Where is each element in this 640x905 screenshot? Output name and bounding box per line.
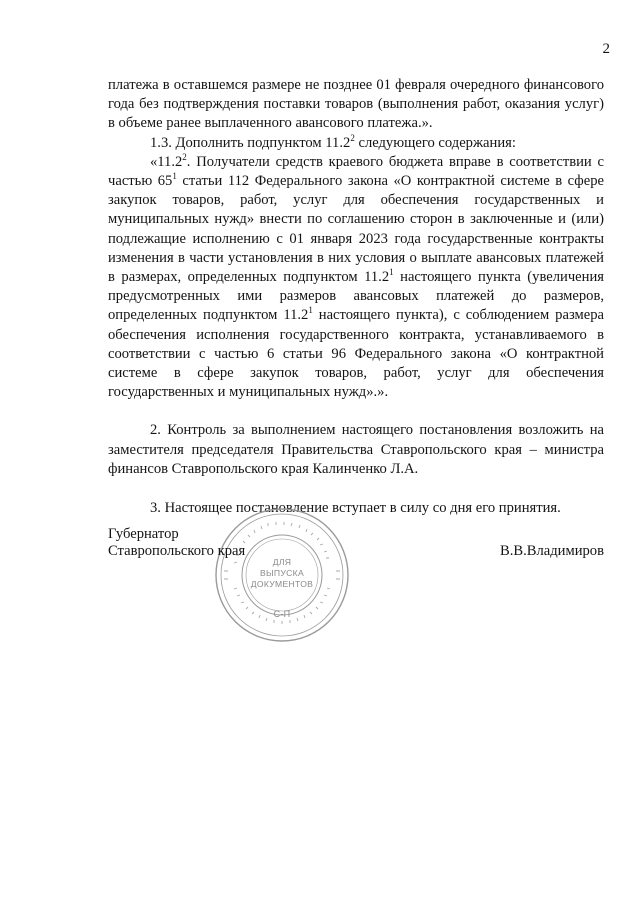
stamp-text-line: ДЛЯ [272, 557, 292, 567]
signatory-region: Ставропольского края [108, 543, 246, 559]
paragraph-11-2-2: «11.2$^2$. Получатели средств краевого бюджета вправе в соответствии с частью $65^1$ статьи 112 Федерального закона «О контрактной системе в сфере закупок товаров, работ, услуг для обеспечения государственных и муниципальных нужд» внести по соглашению сторон в заключенные и (или) подлежащие исполнению с 01 января 2023 года государственные контракты изменения в части установления в них условия о выплате авансовых платежей в размерах, определенных подпунктом 11.2$^1$ настоящего пункта (увеличения предусмотренных ими размеров авансовых платежей до размеров, определенных подпунктом 11.2$^1$ настоящего пункта), с соблюдением размера обеспечения исполнения государственного контракта, устанавливаемого в соответствии с частью 6 статьи 96 Федерального закона «О контрактной системе в сфере закупок товаров, работ, услуг для обеспечения государственных и муниципальных нужд».». [108, 151, 605, 401]
paragraph-1-3: 1.3. Дополнить подпунктом 11.2$^2$ следующего содержания: [150, 132, 516, 151]
paragraph-3: 3. Настоящее постановление вступает в силу со дня его принятия. [150, 500, 561, 517]
paragraph-2: 2. Контроль за выполнением настоящего постановления возложить на заместителя председателя Правительства Ставропольского края – министра финансов Ставропольского края Калинченко Л.А. [108, 422, 604, 477]
signatory-role: Губернатор [108, 526, 179, 542]
paragraph-continuation: платежа в оставшемся размере не позднее 01 февраля очередного финансового года без подтверждения поставки товаров (выполнения работ, оказания услуг) в объеме ранее выплаченного авансового платежа.». [108, 77, 604, 132]
stamp-text-bottom: С-П [273, 609, 291, 619]
signature-block [108, 526, 604, 560]
page-number: 2 [602, 41, 610, 57]
signatory-name: В.В.Владимиров [499, 543, 604, 559]
stamp-text-line: ДОКУМЕНТОВ [250, 579, 314, 589]
document-body [108, 76, 604, 518]
stamp-text-line: ВЫПУСКА [259, 568, 305, 578]
